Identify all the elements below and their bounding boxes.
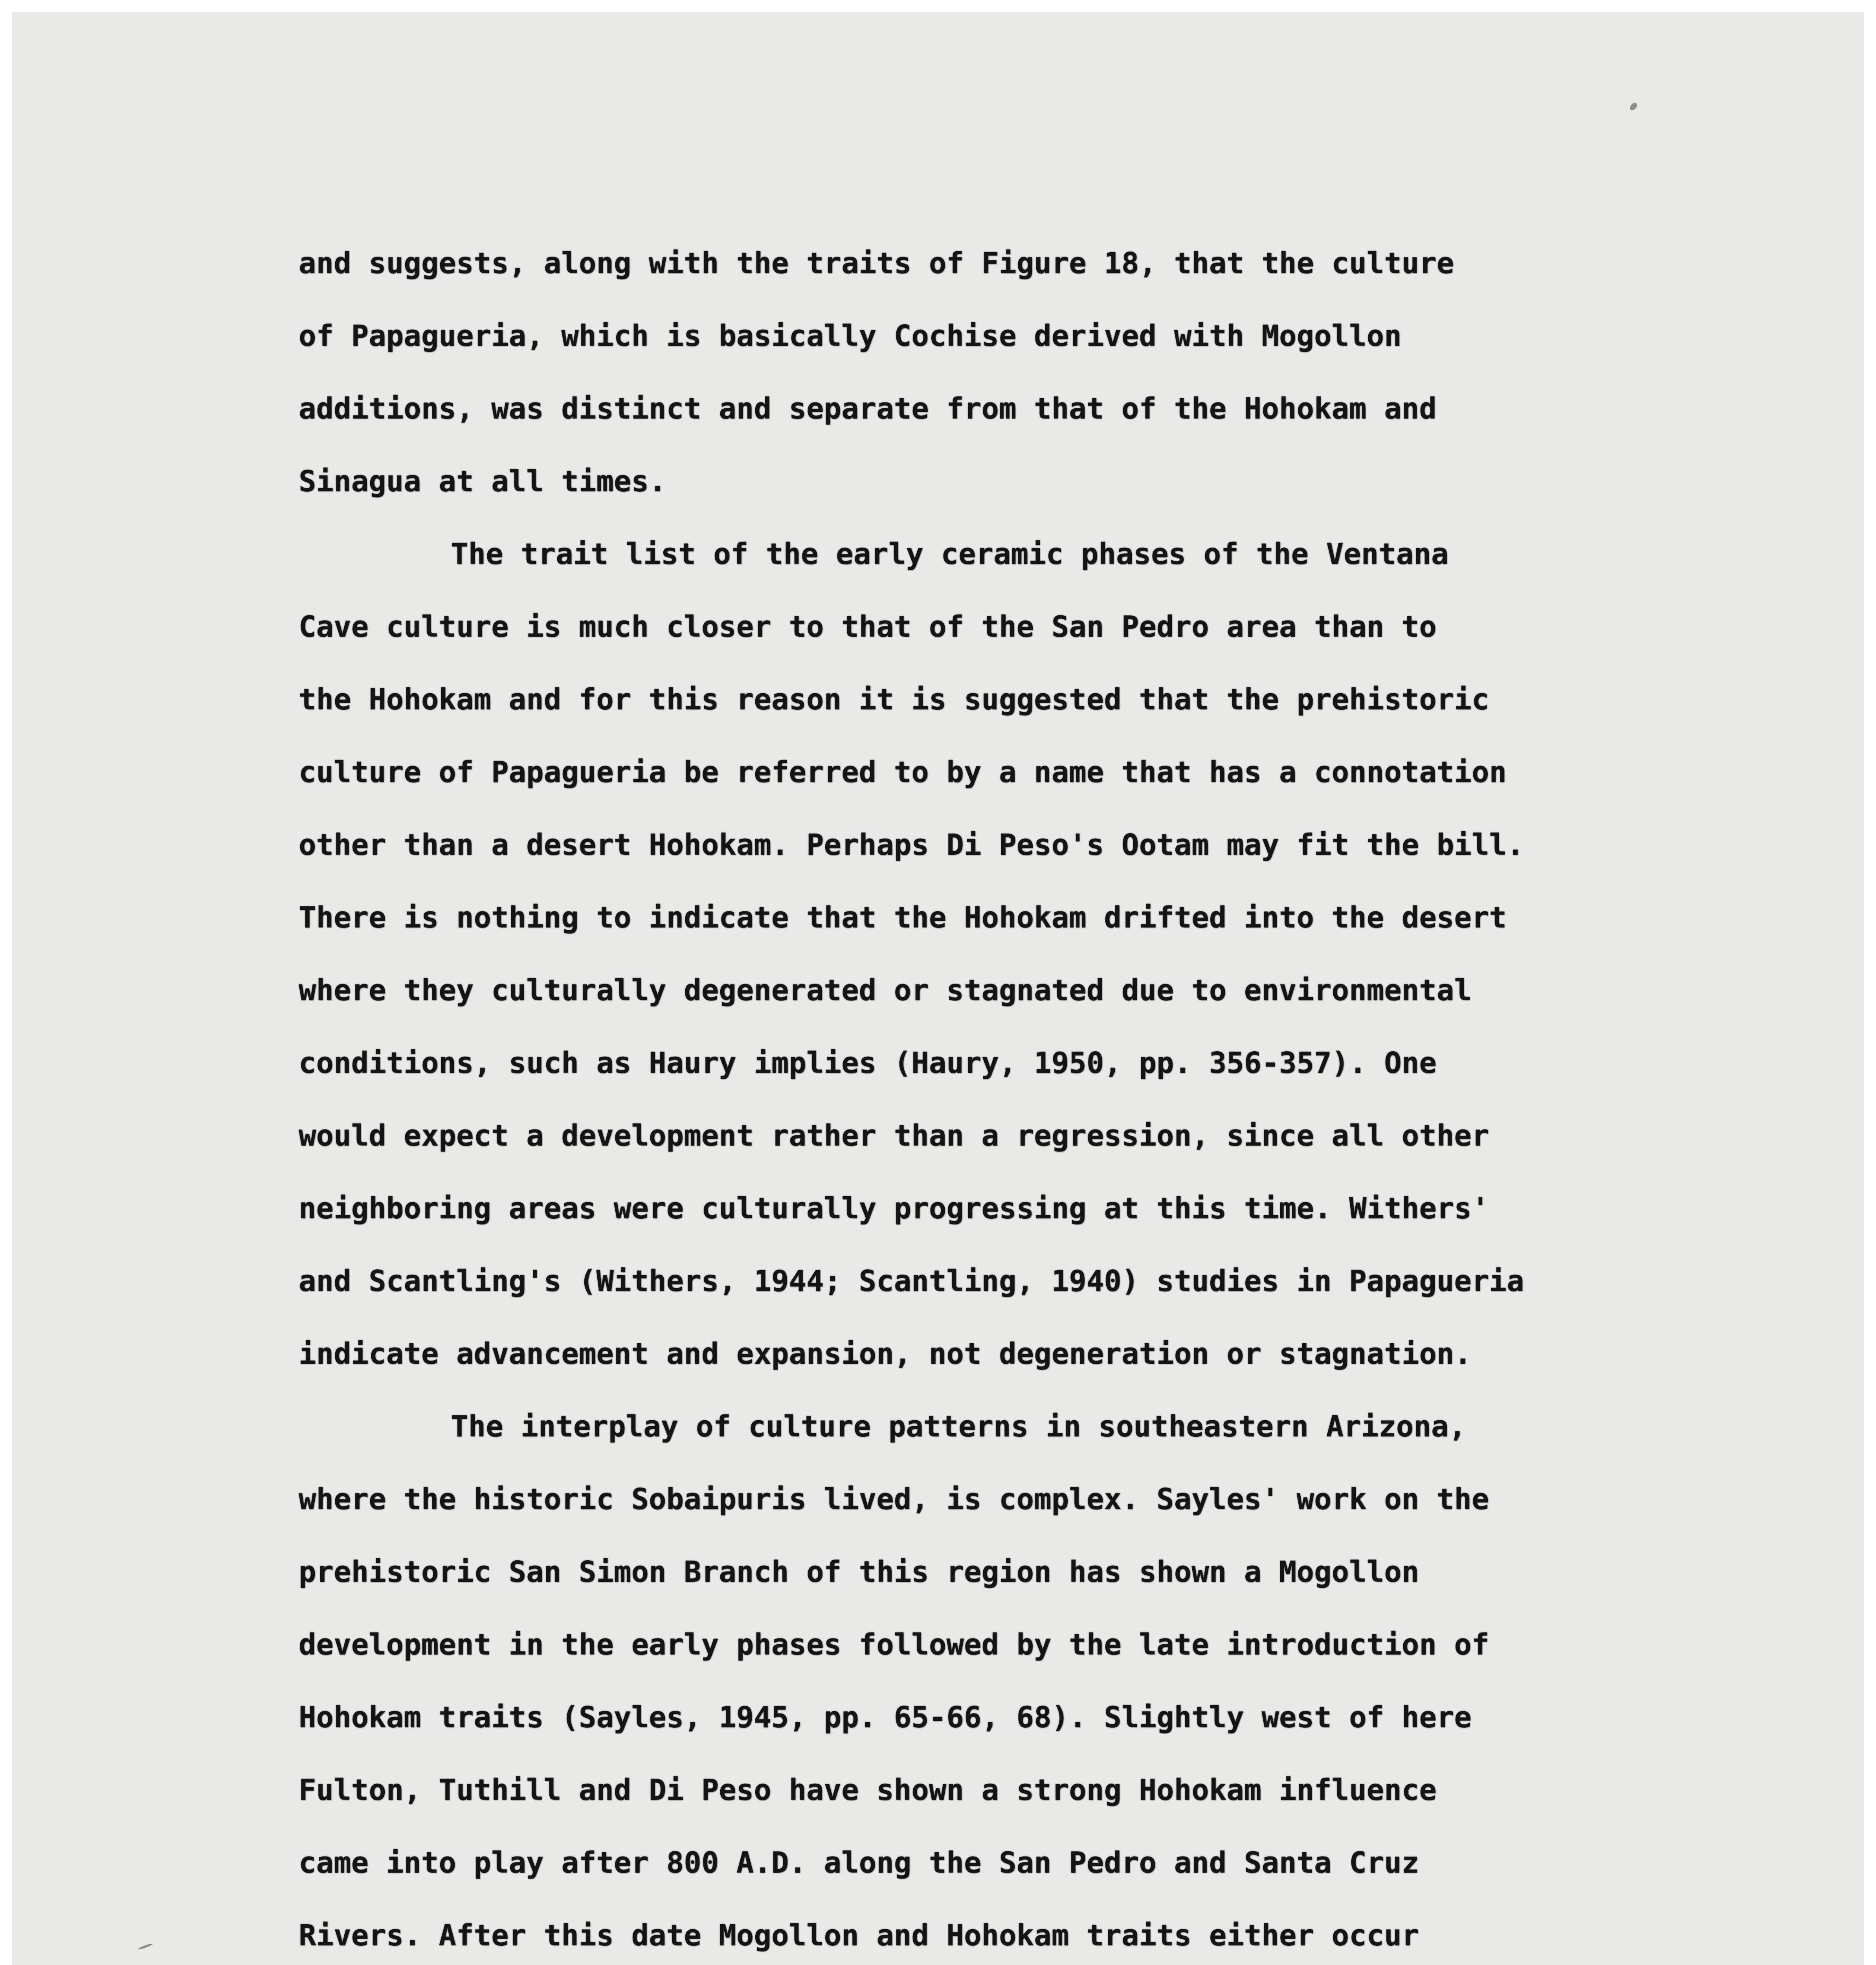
text-line: development in the early phases followed by the late introduction of (299, 1628, 1489, 1662)
paragraph-start-line: The interplay of culture patterns in southeastern Arizona, (451, 1410, 1467, 1443)
text-line: additions, was distinct and separate from that of the Hohokam and (299, 392, 1437, 426)
text-line: prehistoric San Simon Branch of this region has shown a Mogollon (299, 1555, 1419, 1589)
text-line: other than a desert Hohokam. Perhaps Di Peso's Ootam may fit the bill. (299, 828, 1524, 862)
text-line: Hohokam traits (Sayles, 1945, pp. 65-66, 68). Slightly west of here (299, 1701, 1472, 1734)
text-line: Sinagua at all times. (299, 465, 666, 498)
text-line: Fulton, Tuthill and Di Peso have shown a strong Hohokam influence (299, 1773, 1437, 1807)
text-line: where they culturally degenerated or stagnated due to environmental (299, 973, 1472, 1007)
text-line: Cave culture is much closer to that of the San Pedro area than to (299, 610, 1437, 644)
text-line: came into play after 800 A.D. along the San Pedro and Santa Cruz (299, 1846, 1419, 1880)
text-line: culture of Papagueria be referred to by a name that has a connotation (299, 755, 1507, 789)
text-line: There is nothing to indicate that the Hohokam drifted into the desert (299, 901, 1507, 935)
text-line: of Papagueria, which is basically Cochise derived with Mogollon (299, 319, 1402, 353)
text-line: would expect a development rather than a regression, since all other (299, 1119, 1489, 1153)
text-line: and suggests, along with the traits of Figure 18, that the culture (299, 246, 1454, 280)
text-line: indicate advancement and expansion, not degeneration or stagnation. (299, 1337, 1472, 1371)
text-line: Rivers. After this date Mogollon and Hohokam traits either occur (299, 1919, 1419, 1952)
paragraph-start-line: The trait list of the early ceramic phases of the Ventana (451, 537, 1449, 571)
scanned-page (12, 12, 1864, 1965)
body-text (299, 227, 1698, 1965)
text-line: conditions, such as Haury implies (Haury, 1950, pp. 356-357). One (299, 1046, 1437, 1080)
text-line: where the historic Sobaipuris lived, is complex. Sayles' work on the (299, 1482, 1489, 1516)
text-line: and Scantling's (Withers, 1944; Scantling, 1940) studies in Papagueria (299, 1264, 1524, 1298)
scan-speck (138, 1943, 153, 1950)
text-line: neighboring areas were culturally progressing at this time. Withers' (299, 1192, 1489, 1225)
scan-speck (1629, 101, 1639, 112)
text-line: the Hohokam and for this reason it is suggested that the prehistoric (299, 683, 1489, 716)
